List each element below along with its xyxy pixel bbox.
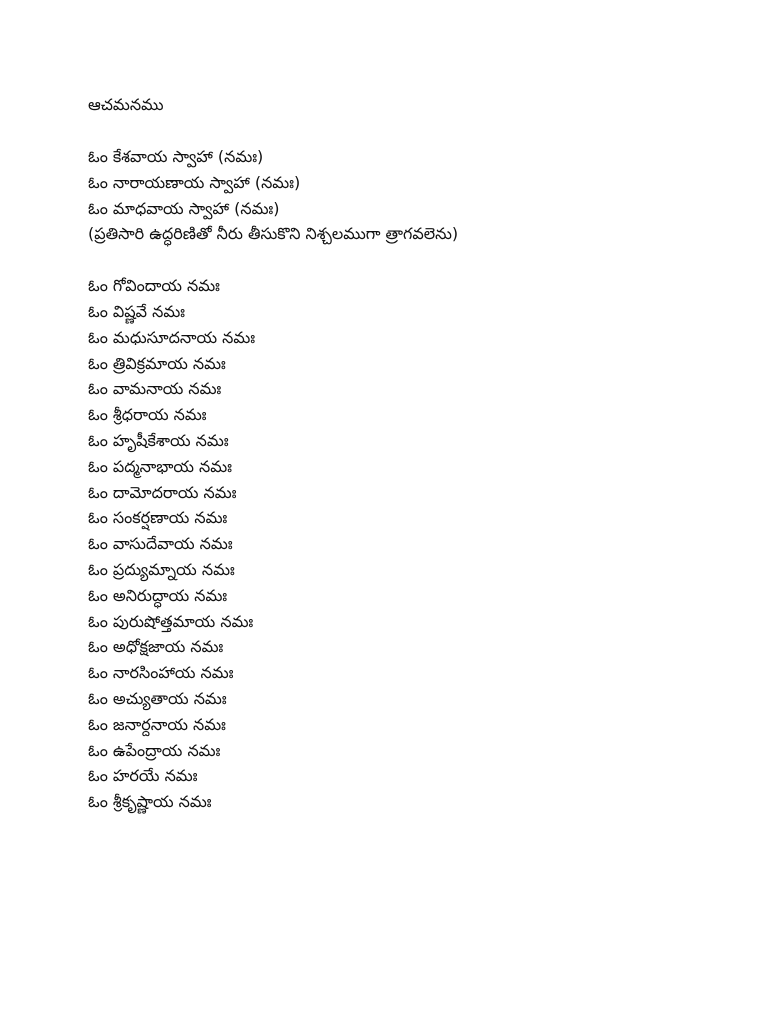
document-page	[88, 92, 728, 815]
intro-line: ఓం కేశవాయ స్వాహా (నమః)	[88, 147, 264, 166]
name-line: ఓం వాసుదేవాయ నమః	[88, 534, 233, 554]
divine-names-list	[88, 273, 728, 815]
name-line: ఓం శ్రీకృష్ణాయ నమః	[88, 792, 212, 812]
name-line: ఓం హరయే నమః	[88, 766, 198, 786]
name-line: ఓం పురుషోత్తమాయ నమః	[88, 611, 254, 631]
name-line: ఓం త్రివిక్రమాయ నమః	[88, 353, 226, 373]
name-line: ఓం అనిరుద్ధాయ నమః	[88, 585, 228, 605]
name-line: ఓం పద్మనాభాయ నమః	[88, 456, 232, 476]
intro-line: ఓం నారాయణాయ స్వాహా (నమః)	[88, 172, 301, 192]
name-line: ఓం శ్రీధరాయ నమః	[88, 405, 207, 425]
name-line: ఓం ప్రద్యుమ్నాయ నమః	[88, 559, 235, 579]
instruction-line: (ప్రతిసారి ఉద్ధరిణితో నీరు తీసుకొని నిశ్చలముగా త్రాగవలెను)	[88, 224, 459, 244]
name-line: ఓం గోవిందాయ నమః	[88, 276, 220, 296]
name-line: ఓం ఉపేంద్రాయ నమః	[88, 740, 221, 760]
name-line: ఓం అధోక్షజాయ నమః	[88, 637, 224, 657]
name-line: ఓం విష్ణవే నమః	[88, 301, 186, 321]
name-line: ఓం అచ్యుతాయ నమః	[88, 688, 227, 708]
intro-line: ఓం మాధవాయ స్వాహా (నమః)	[88, 198, 280, 218]
achamana-intro-list	[88, 144, 728, 247]
name-line: ఓం మధుసూదనాయ నమః	[88, 327, 256, 347]
document-title: ఆచమనము	[88, 95, 164, 114]
name-line: ఓం దామోదరాయ నమః	[88, 482, 237, 502]
name-line: ఓం వామనాయ నమః	[88, 379, 222, 399]
name-line: ఓం సంకర్షణాయ నమః	[88, 508, 228, 528]
name-line: ఓం హృషీకేశాయ నమః	[88, 430, 229, 450]
name-line: ఓం నారసింహాయ నమః	[88, 663, 234, 683]
name-line: ఓం జనార్దనాయ నమః	[88, 714, 226, 734]
